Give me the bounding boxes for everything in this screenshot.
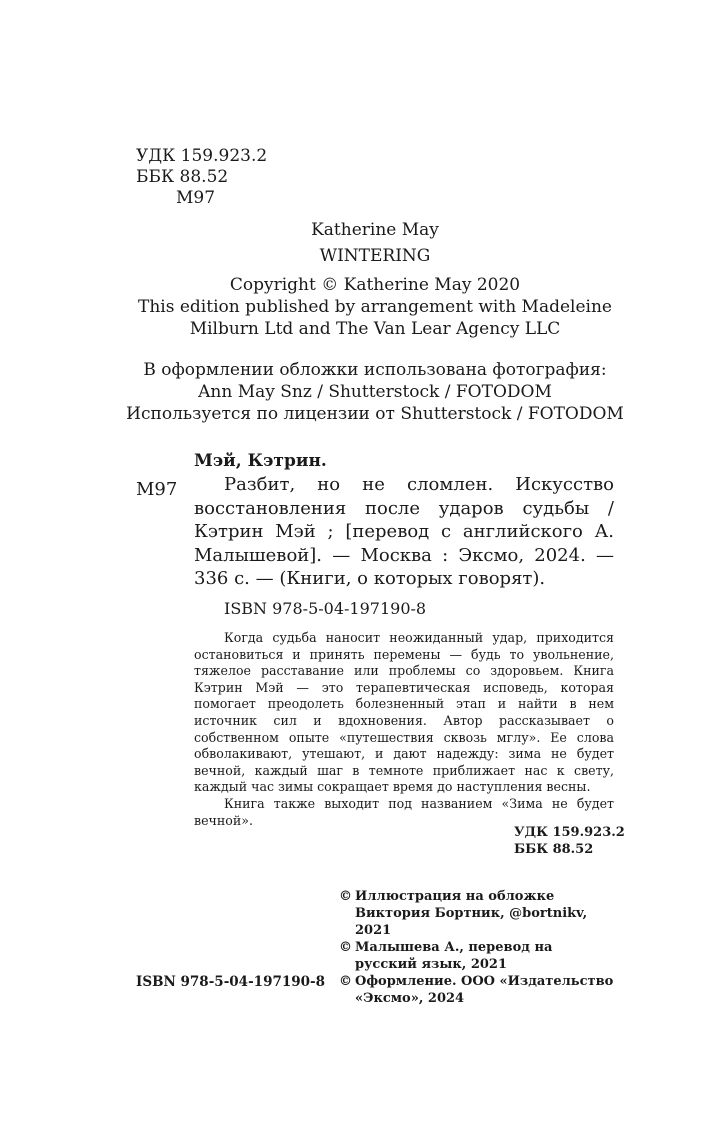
- annotation-paragraph: Когда судьба наносит неожиданный удар, приходится остановиться и принять перемены — будь то увольнение, тяжелое расставание или проблемы со здоровьем. Книга Кэтрин Мэй — это терапевтическая исповедь, которая помогает преодолеть болезненный этап и найти в нем источник сил и вдохновения. Автор рассказывает о собственном опыте «путешествия сквозь мглу». Ее слова обволакивают, утешают, и дают надежду: зима не будет вечной, каждый шаг в темноте приближает нас к свету, каждый час зимы сокращает время до наступления весны.: [194, 630, 614, 795]
- photo-credit-line: Используется по лицензии от Shutterstock / FOTODOM: [126, 404, 624, 424]
- original-title: WINTERING: [319, 246, 431, 266]
- classification-codes-right: [514, 824, 625, 858]
- bbk-code-right: ББК 88.52: [514, 842, 594, 857]
- credit-text: Оформление. ООО «Издательство «Эксмо», 2024: [355, 974, 614, 1006]
- udk-code-right: УДК 159.923.2: [514, 825, 625, 840]
- photo-credit-line: Ann May Snz / Shutterstock / FOTODOM: [198, 382, 552, 402]
- credit-item: [339, 939, 615, 973]
- copyright-credits: [339, 888, 615, 1007]
- author-mark: М97: [176, 188, 216, 208]
- entry-isbn: ISBN 978-5-04-197190-8: [224, 599, 427, 618]
- annotation: [194, 630, 614, 829]
- entry-author-mark: М97: [136, 479, 178, 500]
- bibliographic-description: Разбит, но не сломлен. Искусство восстановления после ударов судьбы / Кэтрин Мэй ; [перевод с английского А. Малышевой]. — Москва : Эксмо, 2024. — 336 с. — (Книги, о которых говорят).: [194, 474, 614, 589]
- credit-text: Малышева А., перевод на русский язык, 2021: [355, 940, 553, 972]
- bbk-code: ББК 88.52: [136, 167, 229, 187]
- original-author: Katherine May: [311, 220, 439, 240]
- copyright-line: This edition published by arrangement with Madeleine: [138, 297, 612, 317]
- isbn-bottom: ISBN 978-5-04-197190-8: [136, 974, 326, 990]
- credit-text: Иллюстрация на обложке Виктория Бортник, @bortnikv, 2021: [355, 889, 588, 938]
- copyright-symbol: ©: [339, 940, 352, 955]
- copyright-symbol: ©: [339, 974, 352, 989]
- entry-author: Мэй, Кэтрин.: [194, 451, 327, 471]
- copyright-line: Milburn Ltd and The Van Lear Agency LLC: [189, 319, 561, 339]
- copyright-symbol: ©: [339, 889, 352, 904]
- credit-item: [339, 888, 615, 939]
- copyright-line: Copyright © Katherine May 2020: [229, 275, 521, 295]
- annotation-paragraph: Книга также выходит под названием «Зима не будет вечной».: [194, 795, 614, 828]
- credit-item: [339, 973, 615, 1007]
- classification-block: [136, 146, 267, 209]
- photo-credit-line: В оформлении обложки использована фотография:: [143, 360, 607, 380]
- copyright-notice: [110, 274, 640, 340]
- cover-photo-credit: [110, 359, 640, 425]
- udk-code: УДК 159.923.2: [136, 146, 268, 166]
